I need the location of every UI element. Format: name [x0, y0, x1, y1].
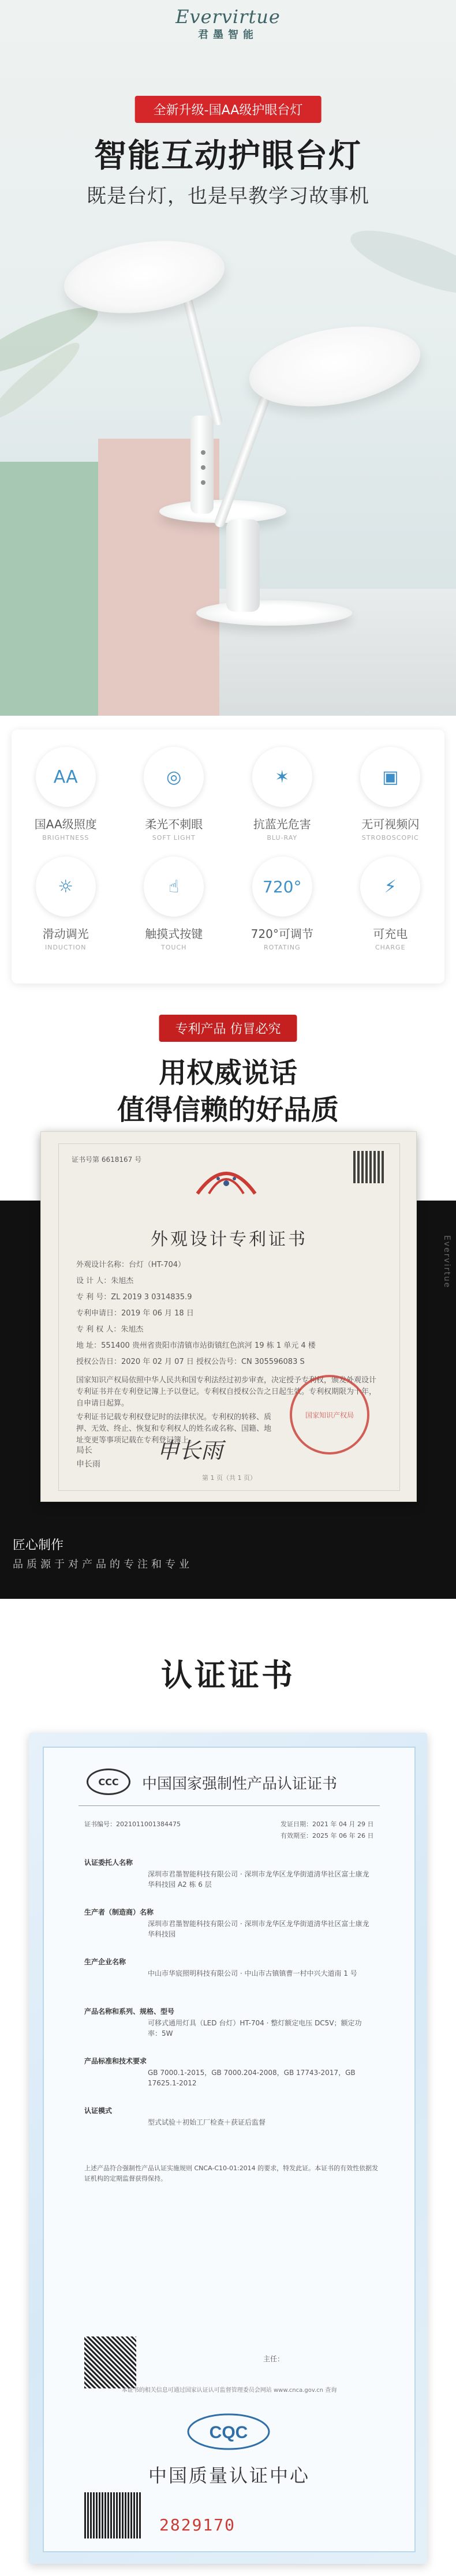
divider — [79, 1805, 380, 1806]
feature-item — [228, 857, 337, 951]
cqc-logo-text: CQC — [209, 2423, 248, 2442]
patent-certificate-border — [58, 1143, 400, 1491]
official-seal: 国家知识产权局 — [290, 1375, 369, 1455]
feature-en: STROBOSCOPIC — [361, 834, 419, 842]
feature-item — [228, 747, 337, 842]
induction-icon: ☼ — [36, 857, 96, 917]
director-signature: 申长雨 — [157, 1438, 223, 1463]
patent-badge: 专利产品 仿冒必究 — [159, 1015, 297, 1042]
hero-section — [0, 0, 456, 716]
cert-section-title: 认证证书 — [161, 1657, 295, 1693]
feature-en: BLU-RAY — [267, 834, 298, 842]
brand-name-cn: 君墨智能 — [198, 29, 258, 41]
patent-cert-line: 授权公告日：2020 年 02 月 07 日 授权公告号：CN 305596083 S — [76, 1358, 305, 1366]
ccc-row-label: 认证委托人名称 — [84, 1859, 133, 1867]
feature-item — [12, 857, 120, 951]
ccc-bottom-note: 本证书的相关信息可通过国家认证认可监督管理委员会网站 www.cnca.gov.cn 查询 — [121, 2387, 337, 2394]
feature-label: 可充电 — [373, 927, 408, 941]
feature-item — [337, 747, 445, 842]
ccc-header: 中国国家强制性产品认证证书 — [142, 1775, 338, 1793]
soft-light-icon: ◎ — [144, 747, 204, 807]
stroboscopic-icon: ▣ — [360, 747, 420, 807]
patent-title-line2: 值得信赖的好品质 — [117, 1094, 339, 1126]
qr-code-icon — [84, 2336, 136, 2388]
ccc-logo-icon: CCC — [87, 1769, 130, 1795]
feature-label: 触摸式按键 — [145, 927, 203, 941]
lamp-column — [226, 519, 260, 612]
ccc-note: 上述产品符合强制性产品认证实施规则 CNCA-C10-01:2014 的要求，特发此证。本证书的有效性依据发证机构的定期监督获得保持。 — [84, 2164, 379, 2182]
patent-cert-number: 证书号第 6618167 号 — [72, 1156, 142, 1164]
ccc-expire-date: 有效期至：2025 年 06 年 26 日 — [281, 1832, 374, 1840]
ccc-row-value: 中山市华宸照明科技有限公司 · 中山市古镇镇曹一村中兴大道南 1 号 — [148, 1969, 357, 1977]
feature-item — [120, 747, 229, 842]
director-name: 申长雨 — [76, 1460, 100, 1469]
ccc-row-label: 产品标准和技术要求 — [84, 2057, 147, 2065]
hero-badge: 全新升级-国AA级护眼台灯 — [135, 96, 322, 123]
ccc-row-label: 生产企业名称 — [84, 1958, 126, 1966]
ccc-bottom-title: 中国质量认证中心 — [148, 2465, 310, 2487]
feature-en: BRIGHTNESS — [42, 834, 89, 842]
ccc-row-value: 深圳市君墨智能科技有限公司 · 深圳市龙华区龙华街道清华社区富士康龙华科技园 A2 栋 6 层 — [148, 1870, 369, 1889]
feature-card — [12, 730, 444, 984]
aa-icon: AA — [36, 747, 96, 807]
ccc-certificate — [29, 1733, 427, 2564]
touch-icon: ☝ — [144, 857, 204, 917]
ccc-row-value: 深圳市君墨智能科技有限公司 · 深圳市龙华区龙华街道清华社区富士康龙华科技园 — [148, 1920, 369, 1938]
feature-label: 抗蓝光危害 — [253, 817, 311, 831]
feature-item — [337, 857, 445, 951]
feature-item — [12, 747, 120, 842]
craft-title: 匠心制作 — [13, 1538, 64, 1553]
lamp-base — [196, 600, 352, 626]
patent-cert-line: 设 计 人：朱旭杰 — [76, 1277, 134, 1285]
feature-en: CHARGE — [375, 944, 406, 951]
ccc-cert-number: 证书编号：2021011001384475 — [84, 1820, 181, 1828]
patent-title-line1: 用权威说话 — [158, 1057, 297, 1089]
feature-en: SOFT LIGHT — [152, 834, 196, 842]
patent-cert-line: 专利申请日：2019 年 06 月 18 日 — [76, 1309, 194, 1318]
patent-cert-paragraph: 国家知识产权局依照中华人民共和国专利法经过初步审查，决定授予专利权，颁发外观设计专利证书并在专利登记簿上予以登记。专利权自授权公告之日起生效。专利权期限为十年，自申请日起算。 — [76, 1376, 377, 1408]
feature-grid — [12, 747, 444, 951]
side-brand: Evervirtue — [442, 1235, 451, 1289]
barcode-icon — [84, 2492, 142, 2538]
patent-cert-line: 地 址：551400 贵州省贵阳市清镇市站街镇红色滨河 19 栋 1 单元 4 楼 — [76, 1341, 316, 1350]
feature-item — [120, 857, 229, 951]
ccc-row-value: 可移式通用灯具（LED 台灯）HT-704 · 整灯额定电压 DC5V；额定功率：5W — [148, 2019, 362, 2037]
patent-cert-line: 专 利 权 人：朱旭杰 — [76, 1325, 144, 1334]
brand-logo — [0, 6, 456, 42]
lamp-buttons — [201, 450, 205, 485]
ccc-row-value: GB 7000.1-2015，GB 7000.204-2008，GB 17743-2017，GB 17625.1-2012 — [148, 2069, 356, 2087]
feature-en: TOUCH — [161, 944, 187, 951]
rotating-icon: 720° — [252, 857, 312, 917]
patent-cert-paragraph: 专利证书记载专利权登记时的法律状况。专利权的转移、质押、无效、终止、恢复和专利权人的姓名或名称、国籍、地址变更等事项记载在专利登记簿上。 — [76, 1413, 272, 1445]
cqc-logo-icon — [182, 2412, 275, 2452]
patent-cert-title: 外观设计专利证书 — [151, 1229, 308, 1250]
ccc-issue-date: 发证日期：2021 年 04 月 29 日 — [281, 1820, 374, 1828]
patent-certificate — [40, 1131, 417, 1502]
feature-en: INDUCTION — [44, 944, 87, 951]
feature-label: 国AA级照度 — [34, 817, 97, 831]
patent-cert-line: 外观设计名称：台灯（HT-704） — [76, 1261, 186, 1269]
feature-label: 720°可调节 — [251, 927, 313, 941]
blue-ray-icon: ✶ — [252, 747, 312, 807]
patent-cert-footer: 第 1 页（共 1 页） — [202, 1474, 256, 1482]
feature-label: 柔光不刺眼 — [145, 817, 203, 831]
ccc-code-number: 2829170 — [159, 2515, 236, 2534]
hero-title: 智能互动护眼台灯 — [94, 137, 362, 175]
ccc-certificate-body — [43, 1747, 416, 2552]
brand-name-en: Evervirtue — [175, 6, 281, 28]
hero-subtitle: 既是台灯，也是早教学习故事机 — [87, 185, 369, 208]
patent-cert-line: 专 利 号：ZL 2019 3 0314835.9 — [76, 1293, 192, 1302]
charge-icon: ⚡ — [360, 857, 420, 917]
ccc-row-label: 认证模式 — [84, 2107, 113, 2115]
feature-label: 滑动调光 — [42, 927, 89, 941]
feature-en: ROTATING — [263, 944, 301, 951]
qr-code-icon — [353, 1151, 386, 1183]
ccc-row-value: 型式试验＋初始工厂检查＋获证后监督 — [148, 2118, 266, 2126]
ccc-signature-label: 主任： — [263, 2355, 285, 2363]
craft-subtitle: 品质源于对产品的专注和专业 — [13, 1558, 193, 1571]
ccc-row-label: 生产者（制造商）名称 — [84, 1908, 154, 1916]
leaf-shadow — [344, 218, 456, 308]
ccc-row-label: 产品名称和系列、规格、型号 — [84, 2007, 175, 2016]
patent-emblem-icon — [186, 1159, 267, 1199]
feature-label: 无可视频闪 — [361, 817, 420, 831]
director-label: 局长 — [76, 1446, 92, 1455]
